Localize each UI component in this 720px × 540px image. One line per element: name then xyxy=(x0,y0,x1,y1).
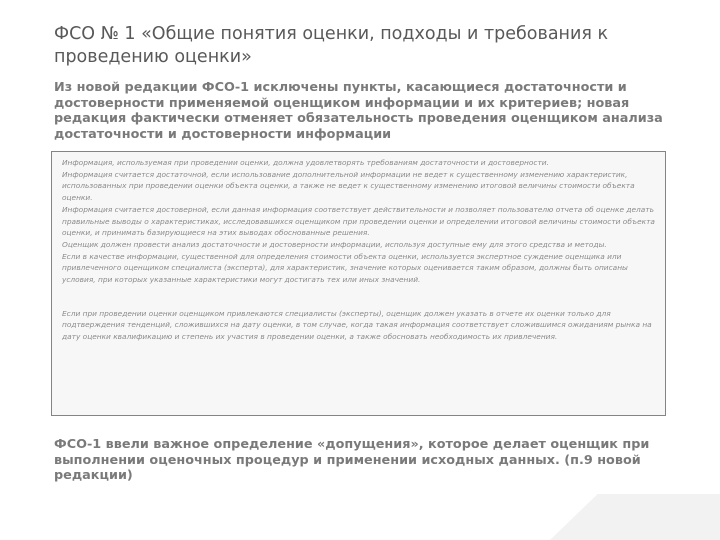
box-paragraph-2: Информация считается достаточной, если использование дополнительной информации не ведет к существенному изменению характеристик, использованных при проведении оценки объекта оценки, а также не ведет к существенному изменению итоговой величины стоимости объекта оценки. xyxy=(62,169,635,203)
box-paragraph-4: Оценщик должен провести анализ достаточности и достоверности информации, используя доступные ему для этого средства и методы. xyxy=(62,239,607,249)
quote-box xyxy=(51,151,666,416)
corner-decoration xyxy=(550,494,720,540)
intro-text: Из новой редакции ФСО-1 исключены пункты, касающиеся достаточности и достоверности применяемой оценщиком информации и их критериев; новая редакция фактически отменяет обязательность проведения оценщиком анализа достаточности и достоверности информации xyxy=(54,80,663,142)
box-paragraph-3: Информация считается достоверной, если данная информация соответствует действительности и позволяет пользователю отчета об оценке делать правильные выводы о характеристиках, исследовавшихся оценщиком при проведении оценки и определении итоговой величины стоимости объекта оценки, и принимать базирующиеся на этих выводах обоснованные решения. xyxy=(62,204,655,238)
conclusion-text: ФСО-1 ввели важное определение «допущения», которое делает оценщик при выполнении оценочных процедур и применении исходных данных. (п.9 новой редакции) xyxy=(54,437,650,483)
box-paragraph-1: Информация, используемая при проведении оценки, должна удовлетворять требованиям достаточности и достоверности. xyxy=(62,158,549,167)
slide-title: ФСО № 1 «Общие понятия оценки, подходы и требования к проведению оценки» xyxy=(54,24,609,67)
box-paragraph-6: Если при проведении оценки оценщиком привлекаются специалисты (эксперты), оценщик должен указать в отчете их оценки только для подтверждения тенденций, сложившихся на дату оценки, в том случае, когда такая информация соответствует сложившимся ожиданиям рынка на дату оценки квалификацию и степень их участия в проведении оценки, а также обосновать необходимость их привлечения. xyxy=(62,308,652,342)
box-paragraph-5: Если в качестве информации, существенной для определения стоимости объекта оценки, используется экспертное суждение оценщика или привлеченного оценщиком специалиста (эксперта), для характеристик, значение которых оценивается таким образом, должны быть описаны условия, при которых указанные характеристики могут достигать тех или иных значений. xyxy=(62,251,628,285)
